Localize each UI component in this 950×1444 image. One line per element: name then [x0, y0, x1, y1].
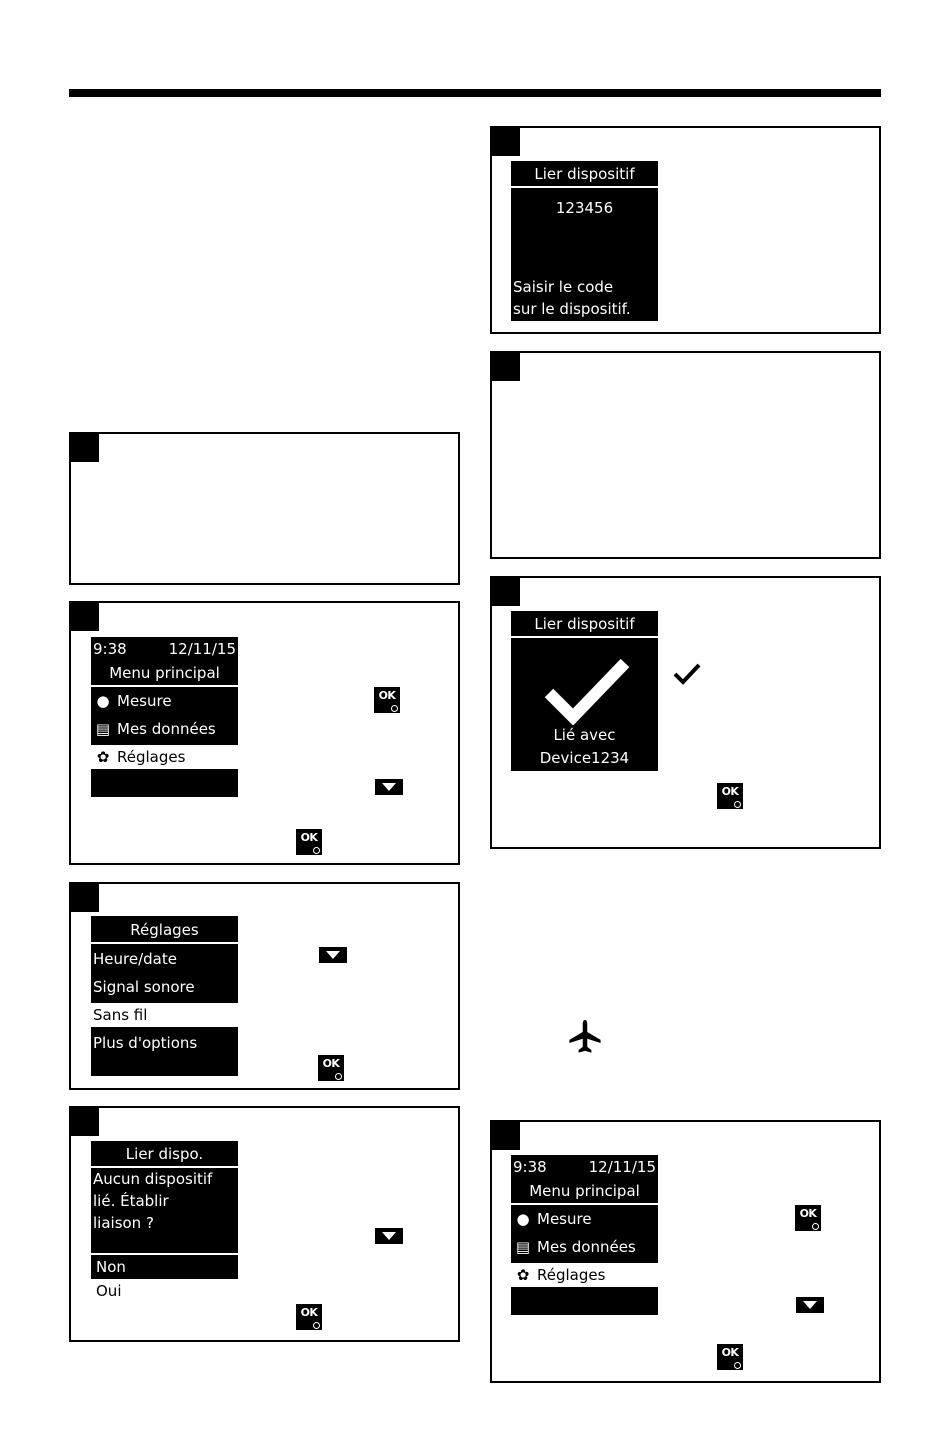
screen-title: Lier dispo.	[91, 1142, 238, 1168]
ok-button-icon: OK	[296, 829, 322, 855]
prompt-line-1: Aucun dispositif	[93, 1170, 213, 1188]
data-icon: ▤	[515, 1238, 531, 1256]
instruction-line-1: Saisir le code	[513, 278, 614, 296]
menu-item-signal-sonore[interactable]: Signal sonore	[91, 975, 238, 999]
menu-item-plus-options[interactable]: Plus d'options	[91, 1031, 238, 1055]
screen-title: Lier dispositif	[511, 162, 658, 188]
step-number-badge	[71, 1108, 99, 1136]
screen-title: Lier dispositif	[511, 612, 658, 638]
airplane-icon	[568, 1018, 602, 1056]
ok-button-icon: OK	[717, 783, 743, 809]
meter-screen-link-success	[511, 611, 658, 771]
screen-title: Menu principal	[91, 661, 238, 687]
instruction-line-2: sur le dispositif.	[513, 300, 631, 318]
step-number-badge	[492, 353, 520, 381]
screen-title: Réglages	[91, 918, 238, 944]
header-rule	[69, 89, 881, 97]
step-panel-4	[69, 1106, 460, 1342]
down-arrow-button-icon	[375, 1228, 403, 1244]
step-panel-8	[490, 1120, 881, 1383]
drop-icon: ●	[516, 1210, 530, 1228]
option-non[interactable]: Non	[91, 1253, 238, 1279]
step-panel-5	[490, 126, 881, 334]
prompt-line-3: liaison ?	[93, 1214, 154, 1232]
screen-title: Menu principal	[511, 1179, 658, 1205]
pairing-code: 123456	[555, 199, 614, 217]
down-arrow-button-icon	[796, 1297, 824, 1313]
step-panel-3	[69, 882, 460, 1090]
ok-button-icon: OK	[795, 1205, 821, 1231]
gear-icon: ✿	[516, 1266, 530, 1284]
menu-item-heure-date[interactable]: Heure/date	[91, 947, 238, 971]
meter-screen-link-prompt	[91, 1141, 238, 1301]
step-panel-2	[69, 601, 460, 865]
meter-screen-link-code	[511, 161, 658, 321]
ok-button-icon: OK	[296, 1304, 322, 1330]
down-arrow-button-icon	[319, 947, 347, 963]
time-readout: 9:38	[513, 1158, 547, 1176]
menu-item-mes-donnees[interactable]: ▤ Mes données	[511, 1235, 658, 1259]
status-line-2: Device1234	[539, 749, 630, 767]
meter-screen-main-menu	[91, 637, 238, 797]
step-number-badge	[71, 884, 99, 912]
step-number-badge	[492, 1122, 520, 1150]
prompt-line-2: lié. Établir	[93, 1192, 169, 1210]
step-number-badge	[492, 128, 520, 156]
menu-item-mes-donnees[interactable]: ▤ Mes données	[91, 717, 238, 741]
date-readout: 12/11/15	[168, 640, 236, 658]
status-line-1: Lié avec	[553, 726, 616, 744]
step-number-badge	[492, 578, 520, 606]
menu-item-reglages[interactable]: ✿ Réglages	[91, 745, 238, 769]
drop-icon: ●	[96, 692, 110, 710]
menu-item-mesure[interactable]: ● Mesure	[91, 689, 238, 713]
ok-button-icon: OK	[318, 1055, 344, 1081]
menu-item-reglages[interactable]: ✿ Réglages	[511, 1263, 658, 1287]
status-bar	[91, 637, 238, 661]
ok-button-icon: OK	[717, 1344, 743, 1370]
gear-icon: ✿	[96, 748, 110, 766]
time-readout: 9:38	[93, 640, 127, 658]
meter-screen-settings	[91, 916, 238, 1076]
menu-item-sans-fil[interactable]: Sans fil	[91, 1003, 238, 1027]
ok-button-icon: OK	[374, 687, 400, 713]
date-readout: 12/11/15	[588, 1158, 656, 1176]
status-bar	[511, 1155, 658, 1179]
step-panel-7	[490, 576, 881, 849]
option-oui[interactable]: Oui	[91, 1279, 238, 1301]
checkmark-icon	[672, 662, 702, 686]
step-number-badge	[71, 603, 99, 631]
step-number-badge	[71, 434, 99, 462]
meter-screen-main-menu	[511, 1155, 658, 1315]
down-arrow-button-icon	[375, 779, 403, 795]
menu-item-mesure[interactable]: ● Mesure	[511, 1207, 658, 1231]
data-icon: ▤	[95, 720, 111, 738]
large-checkmark-icon	[541, 657, 631, 725]
step-panel-6	[490, 351, 881, 559]
step-panel-1	[69, 432, 460, 585]
